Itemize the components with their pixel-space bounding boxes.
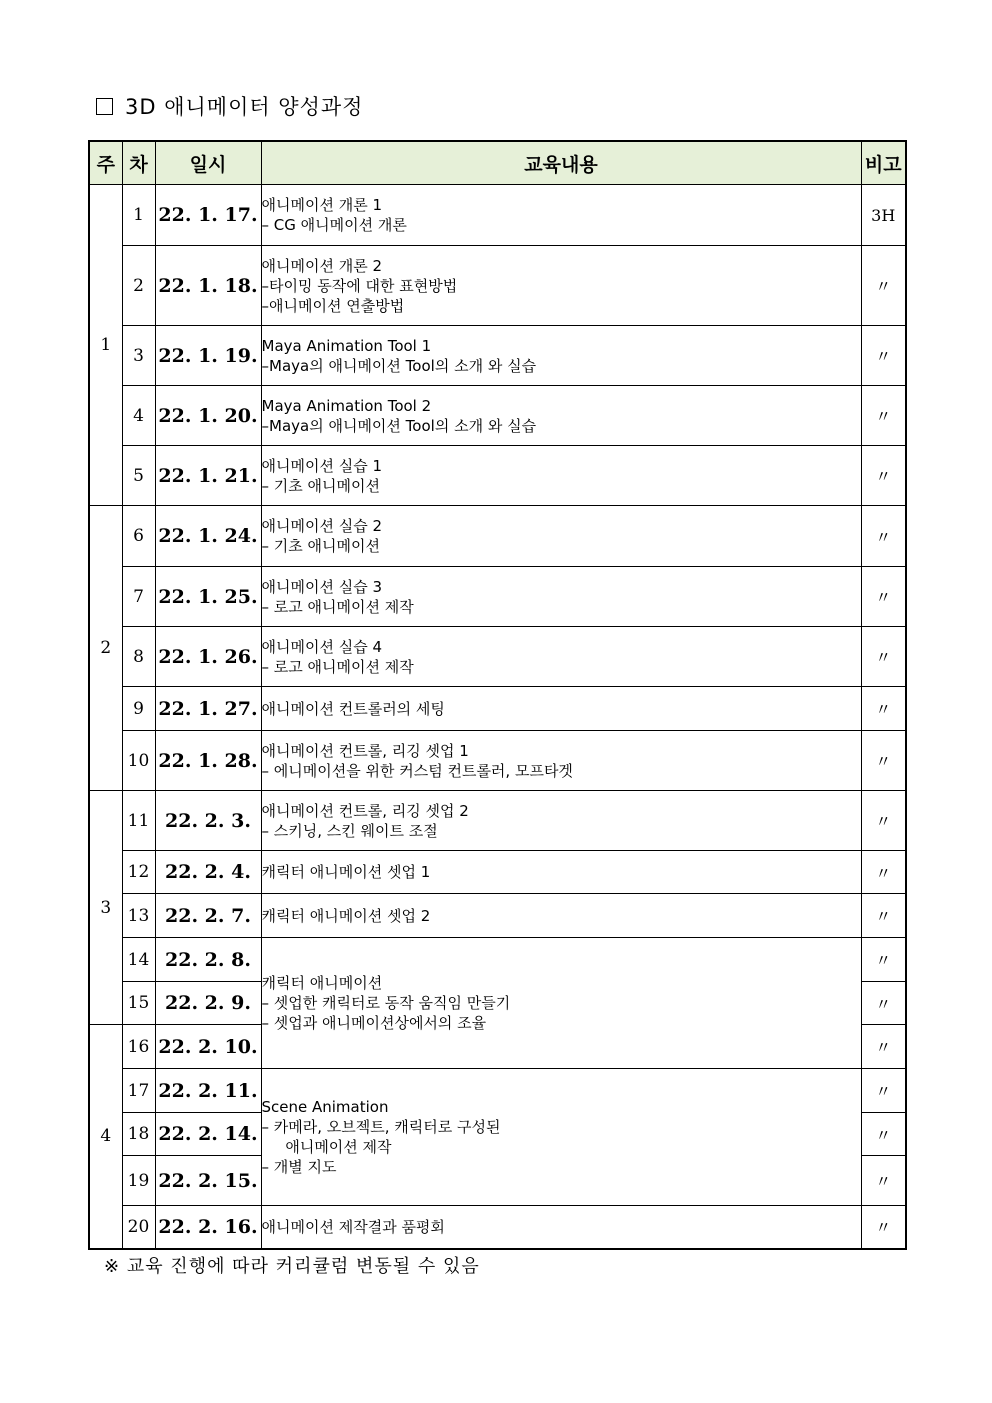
table-row: [89, 185, 906, 246]
table-header-row: [89, 141, 906, 185]
session-cell: 19: [122, 1156, 155, 1206]
session-cell: 15: [122, 982, 155, 1025]
note-cell: 〃: [861, 687, 906, 731]
date-cell: 22. 1. 27.: [155, 687, 261, 731]
table-row: [89, 851, 906, 894]
note-cell: 〃: [861, 627, 906, 687]
content-cell: 애니메이션 개론 1 – CG 애니메이션 개론: [261, 185, 861, 246]
session-cell: 10: [122, 731, 155, 791]
table-row: [89, 894, 906, 938]
content-cell: 애니메이션 컨트롤, 리깅 셋업 2 – 스키닝, 스킨 웨이트 조절: [261, 791, 861, 851]
date-cell: 22. 1. 24.: [155, 506, 261, 567]
date-cell: 22. 2. 9.: [155, 982, 261, 1025]
date-cell: 22. 1. 17.: [155, 185, 261, 246]
note-cell: 〃: [861, 326, 906, 386]
content-cell: Maya Animation Tool 2 –Maya의 애니메이션 Tool의 소개 와 실습: [261, 386, 861, 446]
date-cell: 22. 2. 4.: [155, 851, 261, 894]
note-cell: 〃: [861, 1025, 906, 1069]
date-cell: 22. 1. 25.: [155, 567, 261, 627]
checkbox-square-icon: [96, 98, 113, 115]
week-cell: 2: [89, 506, 122, 791]
session-cell: 16: [122, 1025, 155, 1069]
date-cell: 22. 2. 11.: [155, 1069, 261, 1113]
session-cell: 7: [122, 567, 155, 627]
note-cell: 〃: [861, 1113, 906, 1156]
content-cell: Maya Animation Tool 1 –Maya의 애니메이션 Tool의 소개 와 실습: [261, 326, 861, 386]
date-cell: 22. 2. 10.: [155, 1025, 261, 1069]
note-cell: 〃: [861, 1069, 906, 1113]
note-cell: 〃: [861, 982, 906, 1025]
session-cell: 2: [122, 246, 155, 326]
content-cell: 애니메이션 실습 2 – 기초 애니메이션: [261, 506, 861, 567]
table-row: [89, 386, 906, 446]
content-cell: 애니메이션 실습 3 – 로고 애니메이션 제작: [261, 567, 861, 627]
schedule-table: [88, 140, 907, 1250]
table-row: [89, 567, 906, 627]
note-cell: 〃: [861, 446, 906, 506]
content-cell-merged: Scene Animation – 카메라, 오브젝트, 캐릭터로 구성된 애니메이션 제작 – 개별 지도: [261, 1069, 861, 1206]
note-cell: 〃: [861, 938, 906, 982]
week-cell: 1: [89, 185, 122, 506]
header-session: 차: [122, 141, 155, 185]
note-cell: 〃: [861, 894, 906, 938]
session-cell: 6: [122, 506, 155, 567]
date-cell: 22. 2. 16.: [155, 1206, 261, 1249]
footnote: ※ 교육 진행에 따라 커리큘럼 변동될 수 있음: [104, 1256, 480, 1277]
week-cell: 4: [89, 1025, 122, 1249]
date-cell: 22. 1. 18.: [155, 246, 261, 326]
section-title-text: 3D 애니메이터 양성과정: [125, 95, 364, 119]
date-cell: 22. 2. 7.: [155, 894, 261, 938]
session-cell: 8: [122, 627, 155, 687]
content-cell: 애니메이션 개론 2 –타이밍 동작에 대한 표현방법 –애니메이션 연출방법: [261, 246, 861, 326]
table-row: [89, 938, 906, 982]
header-content: 교육내용: [261, 141, 861, 185]
table-row: [89, 506, 906, 567]
content-cell: 애니메이션 컨트롤러의 세팅: [261, 687, 861, 731]
header-note: 비고: [861, 141, 906, 185]
content-cell: 애니메이션 컨트롤, 리깅 셋업 1 – 에니메이션을 위한 커스텀 컨트롤러, 모프타겟: [261, 731, 861, 791]
table-row: [89, 1206, 906, 1249]
content-cell: 애니메이션 제작결과 품평회: [261, 1206, 861, 1249]
session-cell: 12: [122, 851, 155, 894]
content-cell: 애니메이션 실습 4 – 로고 애니메이션 제작: [261, 627, 861, 687]
date-cell: 22. 1. 26.: [155, 627, 261, 687]
table-row: [89, 687, 906, 731]
date-cell: 22. 2. 15.: [155, 1156, 261, 1206]
date-cell: 22. 1. 19.: [155, 326, 261, 386]
note-cell: 〃: [861, 791, 906, 851]
note-cell: 〃: [861, 1206, 906, 1249]
note-cell: 〃: [861, 506, 906, 567]
table-row: [89, 627, 906, 687]
date-cell: 22. 2. 14.: [155, 1113, 261, 1156]
date-cell: 22. 2. 8.: [155, 938, 261, 982]
date-cell: 22. 2. 3.: [155, 791, 261, 851]
session-cell: 1: [122, 185, 155, 246]
content-cell: 캐릭터 애니메이션 셋업 1: [261, 851, 861, 894]
table-row: [89, 791, 906, 851]
session-cell: 4: [122, 386, 155, 446]
table-row: [89, 446, 906, 506]
week-cell: 3: [89, 791, 122, 1025]
header-date: 일시: [155, 141, 261, 185]
section-title: [96, 91, 363, 121]
session-cell: 3: [122, 326, 155, 386]
note-cell: 〃: [861, 386, 906, 446]
content-cell: 캐릭터 애니메이션 셋업 2: [261, 894, 861, 938]
note-cell: 3H: [861, 185, 906, 246]
table-row: [89, 1069, 906, 1113]
header-week: 주: [89, 141, 122, 185]
session-cell: 11: [122, 791, 155, 851]
note-cell: 〃: [861, 246, 906, 326]
note-cell: 〃: [861, 1156, 906, 1206]
session-cell: 20: [122, 1206, 155, 1249]
session-cell: 9: [122, 687, 155, 731]
session-cell: 13: [122, 894, 155, 938]
note-cell: 〃: [861, 851, 906, 894]
note-cell: 〃: [861, 731, 906, 791]
date-cell: 22. 1. 21.: [155, 446, 261, 506]
date-cell: 22. 1. 28.: [155, 731, 261, 791]
content-cell: 애니메이션 실습 1 – 기초 애니메이션: [261, 446, 861, 506]
date-cell: 22. 1. 20.: [155, 386, 261, 446]
session-cell: 14: [122, 938, 155, 982]
session-cell: 17: [122, 1069, 155, 1113]
content-cell-merged: 캐릭터 애니메이션 – 셋업한 캐릭터로 동작 움직임 만들기 – 셋업과 애니메이션상에서의 조율: [261, 938, 861, 1069]
session-cell: 5: [122, 446, 155, 506]
table-row: [89, 246, 906, 326]
session-cell: 18: [122, 1113, 155, 1156]
note-cell: 〃: [861, 567, 906, 627]
table-row: [89, 326, 906, 386]
table-row: [89, 731, 906, 791]
